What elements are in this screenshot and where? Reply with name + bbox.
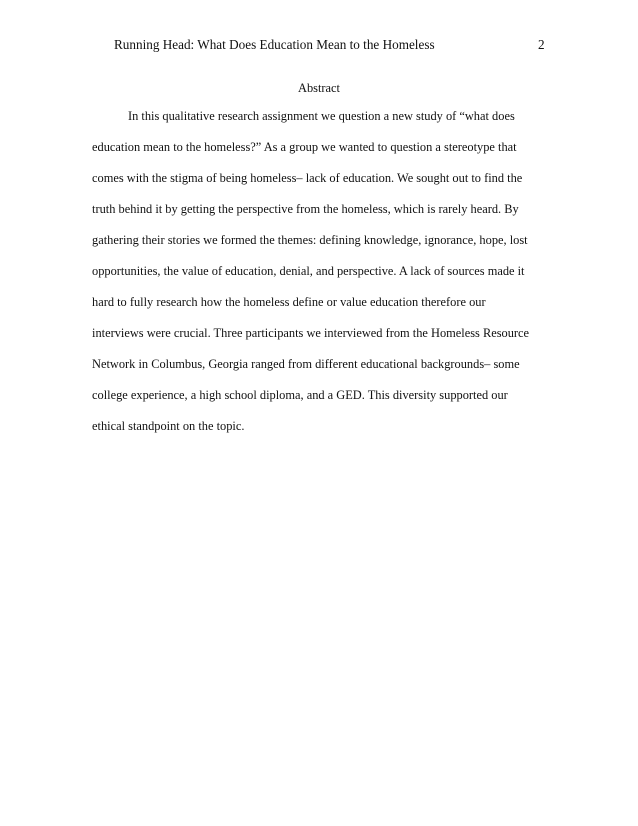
abstract-line: gathering their stories we formed the themes: defining knowledge, ignorance, hope, lost bbox=[92, 233, 528, 247]
abstract-line: interviews were crucial. Three participants we interviewed from the Homeless Resource bbox=[92, 326, 530, 340]
abstract-heading: Abstract bbox=[298, 81, 340, 95]
abstract-line: comes with the stigma of being homeless– lack of education. We sought out to find the bbox=[92, 171, 523, 185]
abstract-line: In this qualitative research assignment we question a new study of “what does bbox=[128, 109, 515, 123]
abstract-line: truth behind it by getting the perspective from the homeless, which is rarely heard. By bbox=[92, 202, 519, 216]
page-number: 2 bbox=[538, 37, 545, 52]
abstract-line: college experience, a high school diploma, and a GED. This diversity supported our bbox=[92, 388, 508, 402]
abstract-line: Network in Columbus, Georgia ranged from different educational backgrounds– some bbox=[92, 357, 520, 371]
abstract-paragraph bbox=[92, 108, 562, 449]
abstract-line: opportunities, the value of education, denial, and perspective. A lack of sources made it bbox=[92, 264, 525, 278]
abstract-line: education mean to the homeless?” As a group we wanted to question a stereotype that bbox=[92, 140, 517, 154]
abstract-line: hard to fully research how the homeless define or value education therefore our bbox=[92, 295, 486, 309]
running-head: Running Head: What Does Education Mean to the Homeless bbox=[114, 37, 435, 52]
abstract-line: ethical standpoint on the topic. bbox=[92, 419, 245, 433]
